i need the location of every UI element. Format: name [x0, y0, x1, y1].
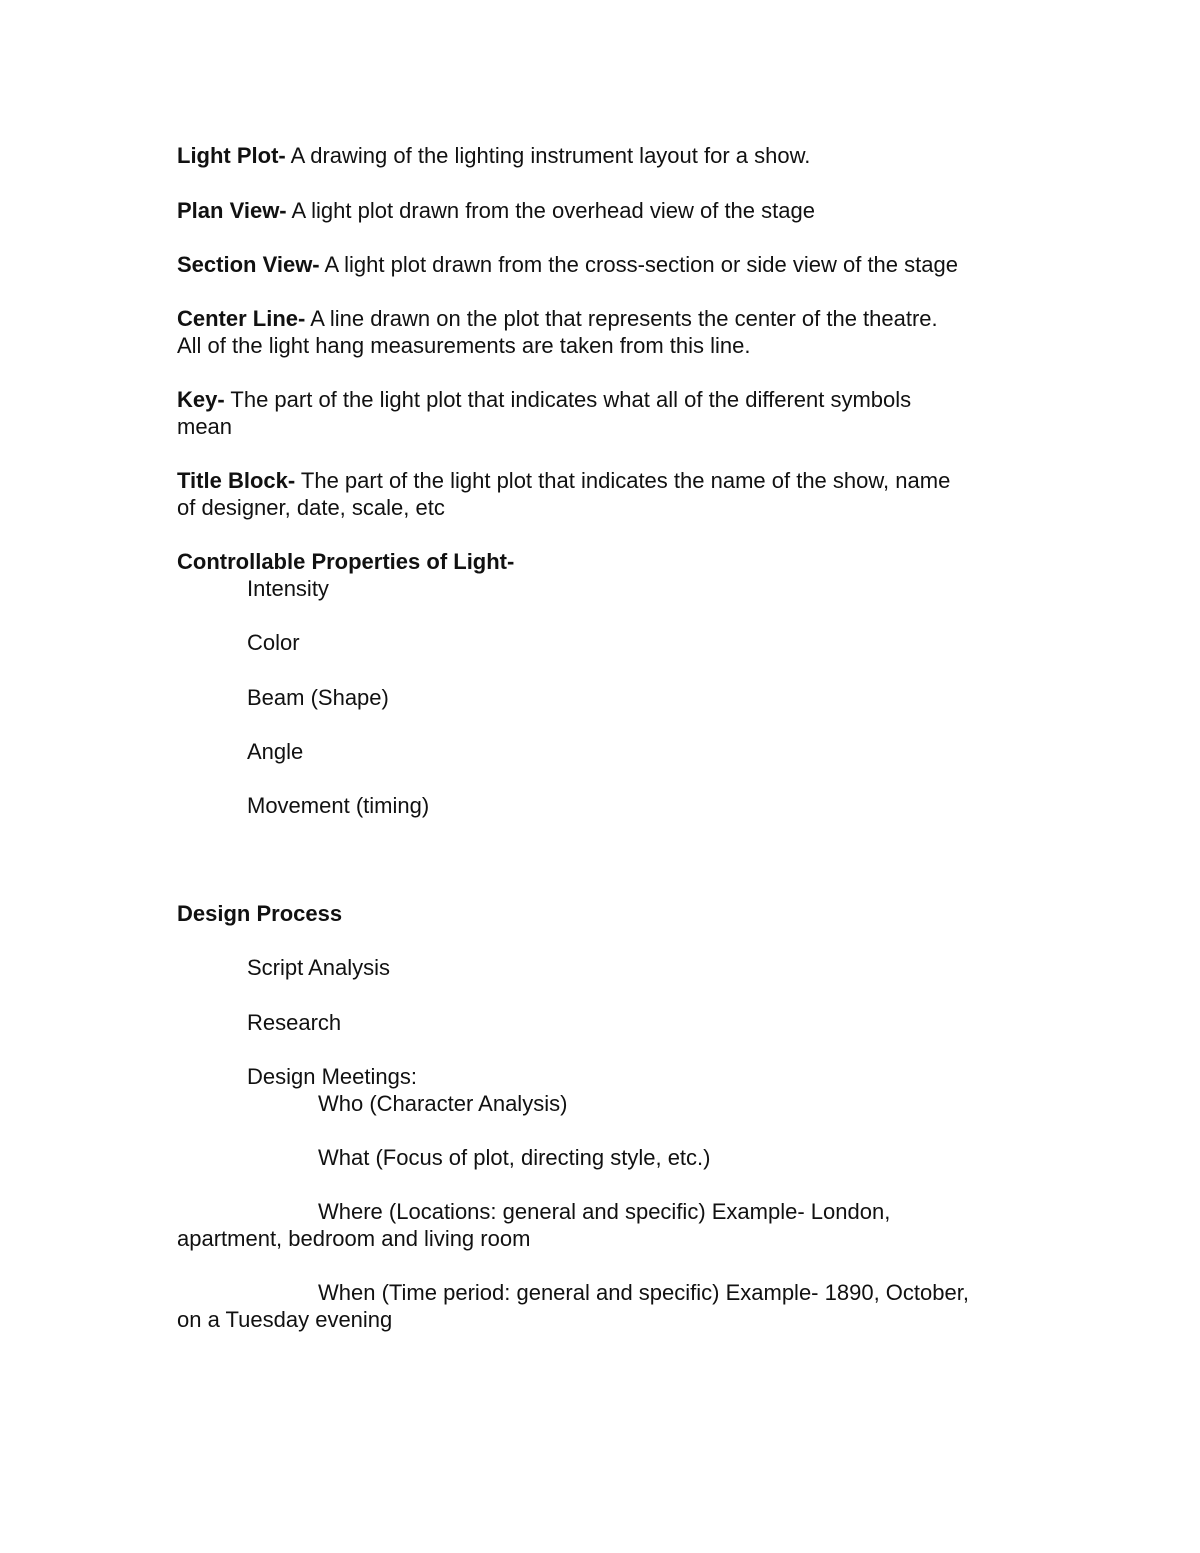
definition-title-block — [177, 467, 950, 494]
definition-text: The part of the light plot that indicates what all of the different symbols — [224, 387, 912, 412]
meeting-item-when: When (Time period: general and specific) Example- 1890, October, — [318, 1280, 969, 1305]
term-plan-view: Plan View- — [177, 198, 287, 223]
properties-heading: Controllable Properties of Light- — [177, 549, 515, 574]
definition-center-line-continued: All of the light hang measurements are taken from this line. — [177, 333, 751, 358]
definition-title-block-continued: of designer, date, scale, etc — [177, 495, 445, 520]
meeting-item-where: Where (Locations: general and specific) Example- London, — [318, 1199, 891, 1224]
design-step-design-meetings: Design Meetings: — [247, 1064, 417, 1089]
meeting-item-where-continued: apartment, bedroom and living room — [177, 1226, 531, 1251]
property-item-intensity: Intensity — [247, 576, 329, 601]
design-step-script-analysis: Script Analysis — [247, 955, 391, 980]
definition-text: The part of the light plot that indicates the name of the show, name — [295, 468, 951, 493]
meeting-item-what: What (Focus of plot, directing style, etc.) — [318, 1145, 711, 1170]
definition-text: A light plot drawn from the overhead view of the stage — [286, 198, 815, 223]
property-item-color: Color — [247, 630, 300, 655]
definition-light-plot — [177, 142, 810, 169]
property-item-beam: Beam (Shape) — [247, 685, 389, 710]
definition-center-line — [177, 305, 938, 332]
definition-section-view — [177, 251, 958, 278]
property-item-movement: Movement (timing) — [247, 793, 430, 818]
definition-key-continued: mean — [177, 414, 233, 439]
term-key: Key- — [177, 387, 225, 412]
definition-text: A line drawn on the plot that represents the center of the theatre. — [305, 306, 938, 331]
definition-key — [177, 386, 911, 413]
term-section-view: Section View- — [177, 252, 320, 277]
meeting-item-who: Who (Character Analysis) — [318, 1091, 568, 1116]
definition-text: A light plot drawn from the cross-section or side view of the stage — [319, 252, 958, 277]
definition-plan-view — [177, 197, 815, 224]
design-process-heading: Design Process — [177, 901, 343, 926]
property-item-angle: Angle — [247, 739, 304, 764]
definition-text: A drawing of the lighting instrument layout for a show. — [285, 143, 811, 168]
term-light-plot: Light Plot- — [177, 143, 286, 168]
term-title-block: Title Block- — [177, 468, 296, 493]
term-center-line: Center Line- — [177, 306, 306, 331]
design-step-research: Research — [247, 1010, 342, 1035]
meeting-item-when-continued: on a Tuesday evening — [177, 1307, 393, 1332]
